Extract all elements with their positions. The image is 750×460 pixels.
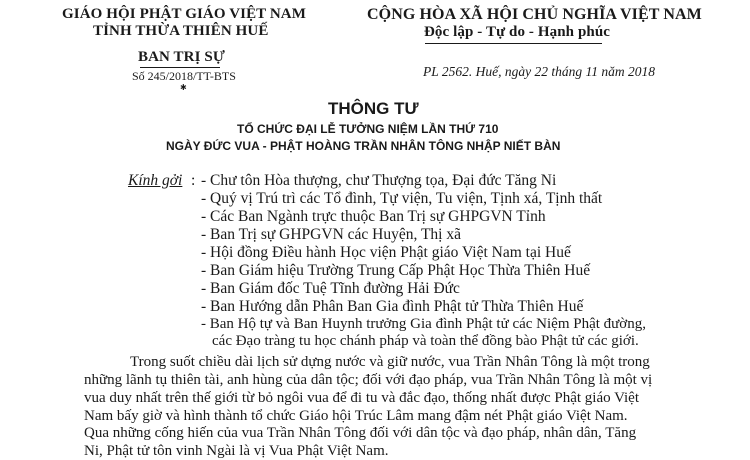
subtitle-line1: TỔ CHỨC ĐẠI LỄ TƯỞNG NIỆM LẦN THỨ 710 [237, 122, 499, 136]
recipient-item: - Hội đồng Điều hành Học viện Phật giáo Việt Nam tại Huế [201, 244, 571, 261]
office-underline [140, 67, 220, 68]
nation-name: CỘNG HÒA XÃ HỘI CHỦ NGHĨA VIỆT NAM [367, 6, 702, 23]
asterisk-mark: ✱ [180, 83, 187, 92]
recipient-item: - Ban Hướng dẫn Phân Ban Gia đình Phật tử Thừa Thiên Huế [201, 298, 584, 315]
recipient-item: - Chư tôn Hòa thượng, chư Thượng tọa, Đại đức Tăng Ni [201, 172, 557, 189]
document-number: Số 245/2018/TT-BTS [132, 69, 236, 83]
body-line: những lãnh tụ thiên tài, anh hùng của dân tộc; đối với đạo pháp, vua Trần Nhân Tông là một vị [84, 372, 653, 388]
subtitle-line2: NGÀY ĐỨC VUA - PHẬT HOÀNG TRẦN NHÂN TÔNG NHẬP NIẾT BÀN [166, 139, 561, 153]
recipient-item: - Các Ban Ngành trực thuộc Ban Trị sự GHPGVN Tỉnh [201, 208, 546, 225]
body-line: Ni, Phật tử tôn vinh Ngài là vị Vua Phật Việt Nam. [84, 443, 389, 459]
recipient-item-continuation: các Đạo tràng tu học chánh pháp và toàn thể đồng bào Phật tử các giới. [212, 333, 639, 349]
motto-underline [425, 43, 602, 44]
national-motto: Độc lập - Tự do - Hạnh phúc [424, 24, 611, 40]
recipient-item: - Ban Giám đốc Tuệ Tĩnh đường Hải Đức [201, 280, 460, 297]
recipients-label: Kính gởi [128, 172, 183, 189]
office-name: BAN TRỊ SỰ [138, 49, 225, 65]
body-line: vua duy nhất trên thế giới từ bỏ ngôi vua để đi tu và đắc đạo, thống nhất được Phật giáo Việt [84, 390, 639, 406]
body-line: Trong suốt chiều dài lịch sử dựng nước và giữ nước, vua Trần Nhân Tông là một trong [130, 354, 650, 370]
body-line: Qua những cống hiến của vua Trần Nhân Tông đối với dân tộc và đạo pháp, nhân dân, Tăng [84, 425, 637, 441]
org-name-line2: TỈNH THỪA THIÊN HUẾ [93, 23, 269, 39]
recipient-item: - Quý vị Trú trì các Tổ đình, Tự viện, Tu viện, Tịnh xá, Tịnh thất [201, 190, 603, 207]
org-name-line1: GIÁO HỘI PHẬT GIÁO VIỆT NAM [62, 6, 306, 22]
recipient-item: - Ban Hộ tự và Ban Huynh trưởng Gia đình Phật tử các Niệm Phật đường, [201, 316, 646, 332]
recipients-colon: : [191, 172, 196, 189]
recipient-item: - Ban Giám hiệu Trường Trung Cấp Phật Học Thừa Thiên Huế [201, 262, 591, 279]
document-title: THÔNG TƯ [328, 99, 419, 118]
body-line: Nam bấy giờ và hình thành tổ chức Giáo hội Trúc Lâm mang đậm nét Phật giáo Việt Nam. [84, 408, 628, 424]
recipient-item: - Ban Trị sự GHPGVN các Huyện, Thị xã [201, 226, 461, 243]
date-line: PL 2562. Huế, ngày 22 tháng 11 năm 2018 [423, 64, 655, 79]
